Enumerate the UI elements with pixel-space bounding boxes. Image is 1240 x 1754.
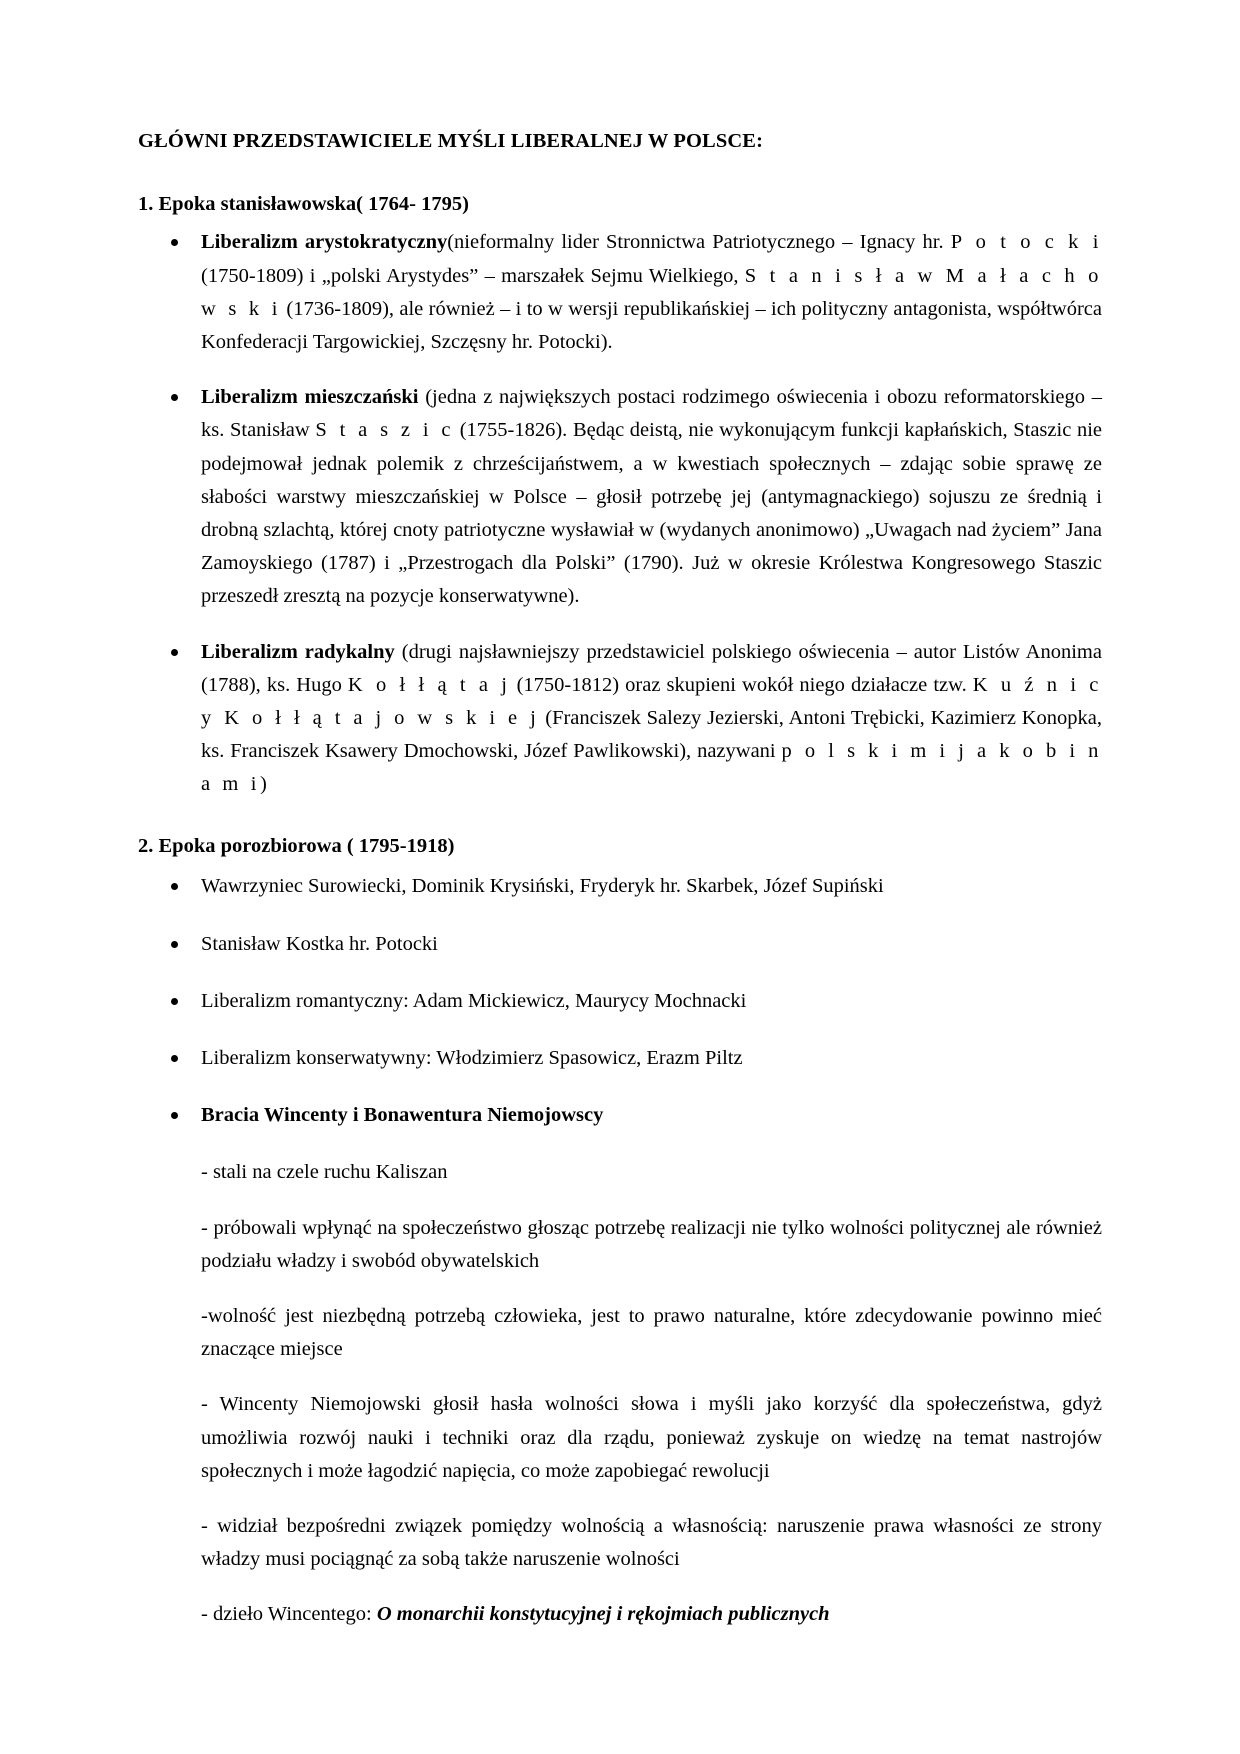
list-item-liberalizm-romantyczny: Liberalizm romantyczny: Adam Mickiewicz, Maurycy Mochnacki <box>138 985 1102 1018</box>
list-item-liberalizm-mieszczanski <box>138 381 1102 613</box>
bullet-lead-label: Liberalizm arystokratyczny <box>201 231 448 254</box>
note-wolnosc-slowa: - Wincenty Niemojowski głosił hasła wolności słowa i myśli jako korzyść dla społeczeństwa, gdyż umożliwia rozwój nauki i techniki oraz dla rządu, ponieważ zyskuje on wiedzę na temat nastrojów społecznych i może łagodzić napięcia, co może zapobiegać rewolucji <box>201 1393 1102 1482</box>
spaced-name-malachowski: S t a n i s ł a w M a ł a c h o w s k i <box>201 264 1102 320</box>
bullet-body-text-1: (drugi najsławniejszy przedstawiciel polskiego oświecenia – autor Listów Anonima (1788), ks. Hugo <box>201 640 1102 696</box>
section-1-bullet-list <box>138 226 1102 801</box>
bullet-lead-label: Liberalizm radykalny <box>201 640 395 663</box>
list-item-liberalizm-konserwatywny: Liberalizm konserwatywny: Włodzimierz Spasowicz, Erazm Piltz <box>138 1042 1102 1075</box>
note-wolnosc-naturalna: -wolność jest niezbędną potrzebą człowieka, jest to prawo naturalne, które zdecydowanie powinno mieć znaczące miejsce <box>201 1304 1102 1361</box>
bullet-body-text-2: (1755-1826). Będąc deistą, nie wykonującym funkcji kapłańskich, Staszic nie podejmował jednak polemik z chrześcijaństwem, a w kwestiach społecznych – zdając sobie sprawę ze słabości warstwy mieszczańskiej w Polsce – głosił potrzebę jej (antymagnackiego) sojuszu ze średnią i drobną szlachtą, której cnoty patriotyczne wysławiał w (wydanych anonimowo) „Uwagach nad życiem” Jana Zamoyskiego (1787) i „Przestrogach dla Polski” (1790). Już w okresie Królestwa Kongresowego Staszic przeszedł zresztą na pozycje konserwatywne). <box>201 419 1102 608</box>
note-kaliszan: - stali na czele ruchu Kaliszan <box>201 1161 448 1184</box>
work-note-prefix: - dzieło Wincentego: <box>201 1603 377 1626</box>
work-title: O monarchii konstytucyjnej i rękojmiach publicznych <box>376 1603 830 1626</box>
bullet-body-text-4: ) <box>260 773 267 796</box>
bullet-body-text-1: (jedna z największych postaci rodzimego oświecenia i obozu reformatorskiego – ks. Stanisław <box>201 386 1103 442</box>
list-item-liberalizm-radykalny <box>138 636 1102 802</box>
page-title: GŁÓWNI PRZEDSTAWICIELE MYŚLI LIBERALNEJ W POLSCE: <box>138 130 764 152</box>
list-item-bracia-niemojowscy: Bracia Wincenty i Bonawentura Niemojowscy <box>138 1099 1102 1132</box>
bullet-body-text-2: (1750-1812) oraz skupieni wokół niego działacze tzw. <box>510 673 973 696</box>
spaced-name-polskimi-jakobinami: p o l s k i m i j a k o b i n a m i <box>201 740 1102 796</box>
bullet-body-text-2: (1750-1809) i „polski Arystydes” – marszałek Sejmu Wielkiego, <box>201 264 745 287</box>
section-heading-2: 2. Epoka porozbiorowa ( 1795-1918) <box>138 834 455 857</box>
spaced-name-kuznicy-kollatajowskiej: K u ź n i c y K o ł ł ą t a j o w s k i e j <box>201 673 1102 729</box>
spaced-name-kollataj: K o ł ł ą t a j <box>347 673 511 696</box>
list-item-surowiecki-group: Wawrzyniec Surowiecki, Dominik Krysiński, Fryderyk hr. Skarbek, Józef Supiński <box>138 870 1102 903</box>
spaced-name-staszic: S t a s z i c <box>315 419 455 442</box>
note-spoleczenstwo: - próbowali wpłynąć na społeczeństwo głosząc potrzebę realizacji nie tylko wolności politycznej ale również podziału władzy i swobód obywatelskich <box>201 1216 1102 1272</box>
section-heading-1: 1. Epoka stanisławowska( 1764- 1795) <box>138 192 469 215</box>
note-dzielo-wincentego <box>201 1598 1102 1631</box>
bullet-body-text-3: (Franciszek Salezy Jezierski, Antoni Trębicki, Kazimierz Konopka, ks. Franciszek Ksawery Dmochowski, Józef Pawlikowski), nazywani <box>201 707 1102 763</box>
spaced-name-potocki: P o t o c k i <box>950 231 1103 254</box>
bullet-body-text-3: (1736-1809), ale również – i to w wersji republikańskiej – ich polityczny antagonista, współtwórca Konfederacji Targowickiej, Szczęsny hr. Potocki). <box>201 297 1102 353</box>
note-wlasnosc: - widział bezpośredni związek pomiędzy wolnością a własnością: naruszenie prawa własności ze strony władzy musi pociągnąć za sobą także naruszenie wolności <box>201 1514 1102 1571</box>
bullet-body-text-1: (nieformalny lider Stronnictwa Patriotycznego – Ignacy hr. <box>447 231 951 254</box>
bullet-lead-label: Liberalizm mieszczański <box>201 386 419 409</box>
list-item-kostka-potocki: Stanisław Kostka hr. Potocki <box>138 928 1102 961</box>
list-item-liberalizm-arystokratyczny <box>138 226 1102 359</box>
section-2-bullet-list <box>138 870 1102 1132</box>
niemojowscy-notes <box>138 1156 1102 1631</box>
